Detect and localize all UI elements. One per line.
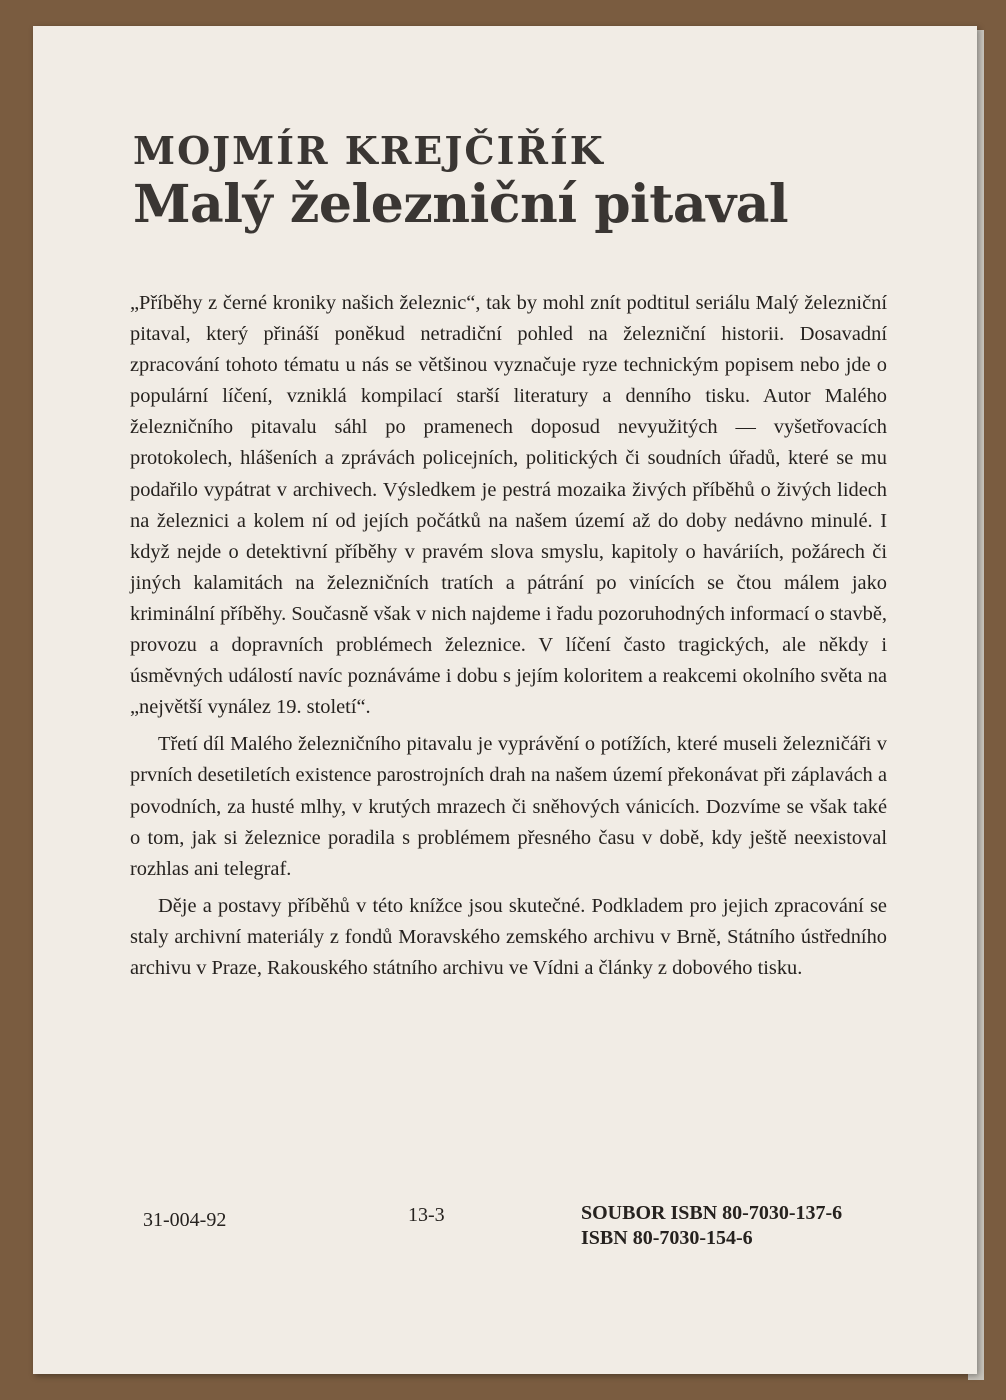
book-title: Malý železniční pitaval (133, 174, 789, 235)
publication-code: 31-004-92 (143, 1209, 227, 1231)
blurb-text (130, 288, 887, 990)
blurb-paragraph-3: Děje a postavy příběhů v této knížce jsou skutečné. Podkladem pro jejich zpracování se staly archivní materiály z fondů Moravského zemského archivu v Brně, Státního ústředního archivu v Praze, Rakouského státního archivu ve Vídni a články z dobového tisku. (130, 894, 887, 979)
blurb-paragraph-1: „Příběhy z černé kroniky našich železnic“, tak by mohl znít podtitul seriálu Malý železniční pitaval, který přináší poněkud netradiční pohled na železniční historii. Dosavadní zpracování tohoto tématu u nás se většinou vyznačuje ryze technickým popisem nebo jde o populární líčení, vzniklá kompilací starší literatury a denního tisku. Autor Malého železničního pitavalu sáhl po pramenech doposud nevyužitých — vyšetřovacích protokolech, hlášeních a zprávách policejních, politických či soudních úřadů, které se mu podařilo vypátrat v archivech. Výsledkem je pestrá mozaika živých příběhů o živých lidech na železnici a kolem ní od jejích počátků na našem území až do doby nedávno minulé. I když nejde o detektivní příběhy v pravém slova smyslu, kapitoly o haváriích, požárech či jiných kalamitách na železničních tratích a pátrání po vinících se čtou málem jako kriminální příběhy. Současně však v nich najdeme i řadu pozoruhodných informací o stavbě, provozu a dopravních problémech železnice. V líčení často tragických, ale někdy i úsměvných událostí navíc poznáváme i dobu s jejím koloritem a reakcemi okolního světa na „největší vynález 19. století“. (130, 292, 887, 719)
blurb-paragraph-2: Třetí díl Malého železničního pitavalu je vyprávění o potížích, které museli železničáři v prvních desetiletích existence parostrojních drah na našem území překonávat při záplavách a povodních, za husté mlhy, v krutých mrazech či sněhových vánicích. Dozvíme se však také o tom, jak si železnice poradila s problémem přesného času v době, kdy ještě neexistoval rozhlas ani telegraf. (130, 733, 887, 880)
publication-number: 13-3 (408, 1204, 445, 1226)
isbn: ISBN 80-7030-154-6 (581, 1227, 753, 1249)
isbn-set: SOUBOR ISBN 80-7030-137-6 (581, 1202, 843, 1224)
book-back-cover (33, 26, 977, 1374)
author-name: MOJMÍR KREJČIŘÍK (133, 128, 605, 173)
